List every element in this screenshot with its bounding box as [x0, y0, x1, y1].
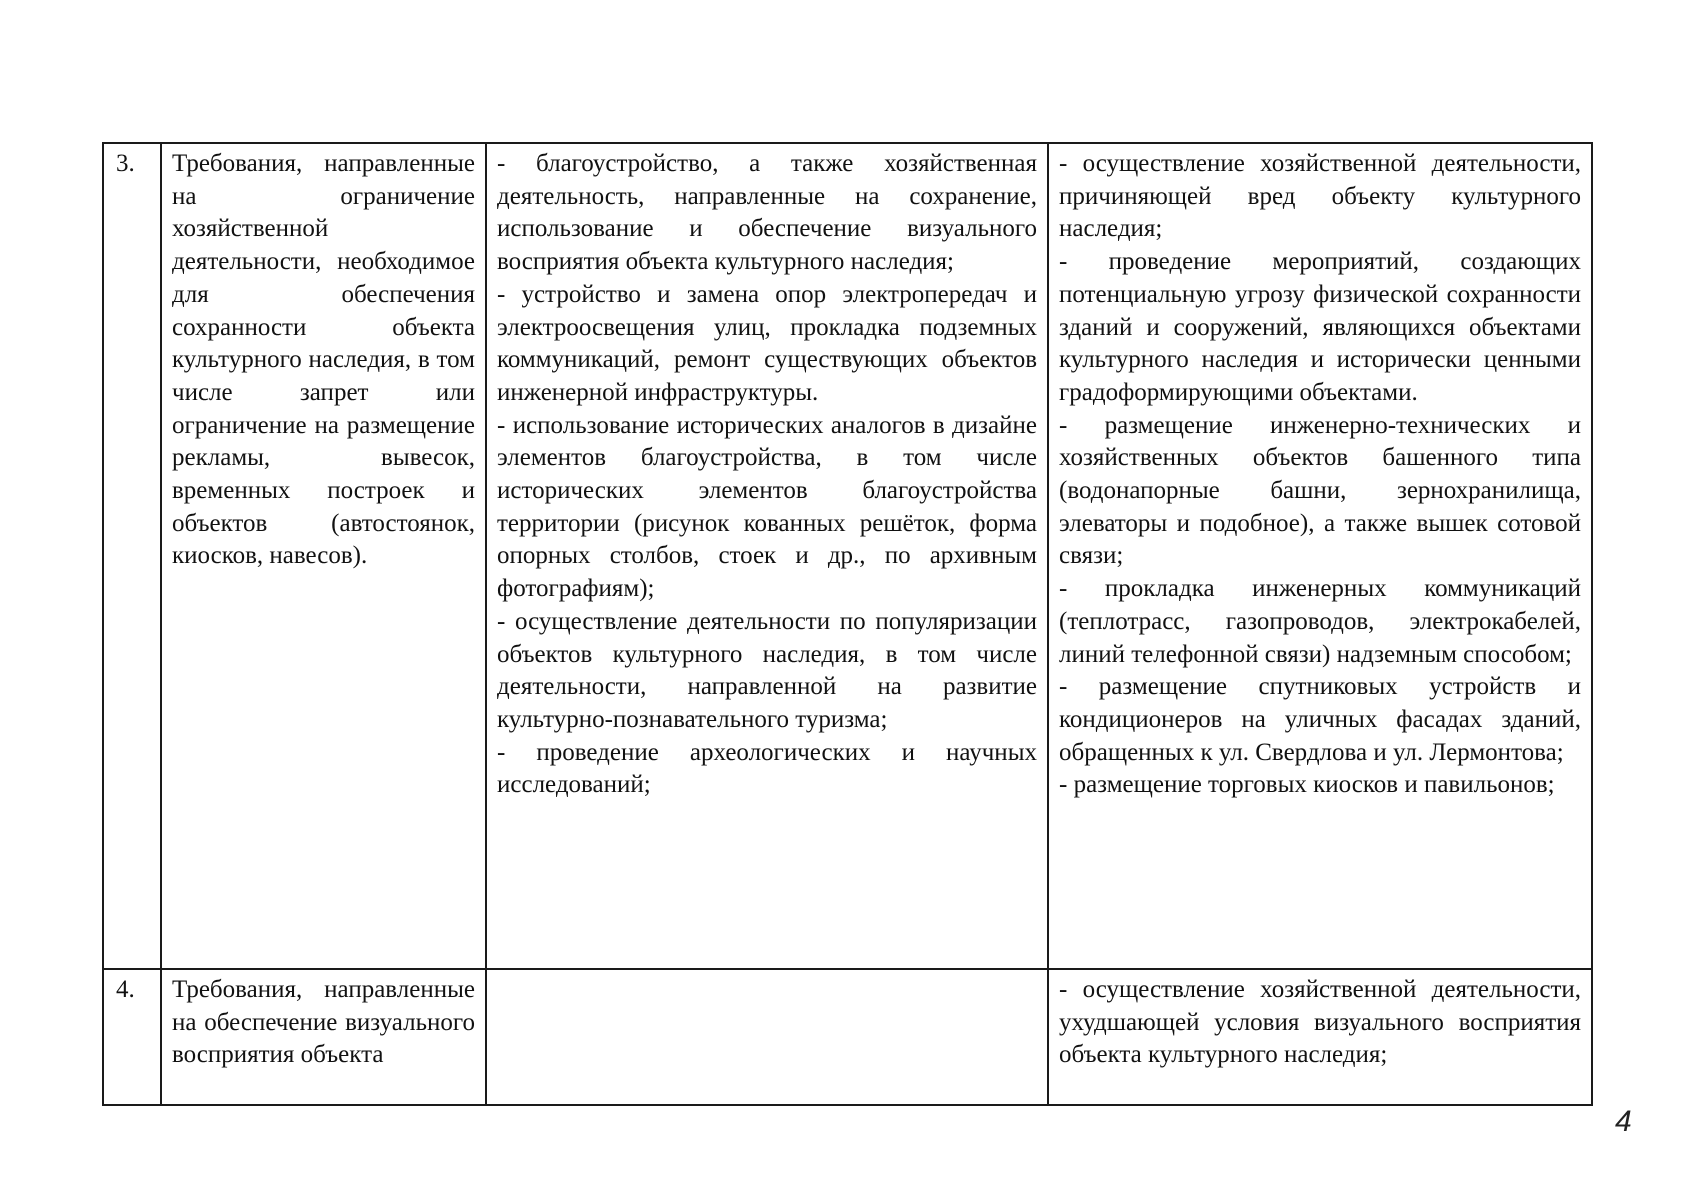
prohibited-activities-cell — [1048, 969, 1592, 1105]
list-item: - проведение мероприятий, создающих потенциальную угрозу физической сохранности зданий и сооружений, являющихся объектами культурного наследия и исторически ценными градоформирующими объектами. — [1059, 248, 1581, 406]
list-item: - проведение археологических и научных исследований; — [497, 738, 1037, 799]
list-item: - устройство и замена опор электропередач и электроосвещения улиц, прокладка подземных коммуникаций, ремонт существующих объектов инженерной инфраструктуры. — [497, 280, 1037, 406]
list-item: - размещение спутниковых устройств и кондиционеров на уличных фасадах зданий, обращенных к ул. Свердлова и ул. Лермонтова; — [1059, 673, 1581, 766]
list-item: - осуществление деятельности по популяризации объектов культурного наследия, в том числе деятельности, направленной на развитие культурно-познавательного туризма; — [497, 607, 1037, 733]
requirements-table — [102, 142, 1593, 1106]
requirement-cell: Требования, направленные на ограничение хозяйственной деятельности, необходимое для обеспечения сохранности объекта культурного наследия, в том числе запрет или ограничение на размещение рекламы, вывесок, временных построек и объектов (автостоянок, киосков, навесов). — [161, 143, 486, 969]
row-number: 3. — [103, 143, 161, 969]
page-number: 4 — [1615, 1105, 1632, 1138]
list-item: - благоустройство, а также хозяйственная деятельность, направленные на сохранение, использование и обеспечение визуального восприятия объекта культурного наследия; — [497, 150, 1037, 276]
list-item: - прокладка инженерных коммуникаций (теплотрасс, газопроводов, электрокабелей, линий телефонной связи) надземным способом; — [1059, 575, 1581, 668]
table-row — [103, 969, 1592, 1105]
allowed-activities-cell — [486, 969, 1048, 1105]
prohibited-activities-cell — [1048, 143, 1592, 969]
allowed-activities-cell — [486, 143, 1048, 969]
list-item: - осуществление хозяйственной деятельности, причиняющей вред объекту культурного наследия; — [1059, 150, 1581, 243]
list-item: - размещение торговых киосков и павильонов; — [1059, 771, 1555, 799]
list-item: - использование исторических аналогов в дизайне элементов благоустройства, в том числе исторических элементов благоустройства территории (рисунок кованных решёток, форма опорных столбов, стоек и др., по архивным фотографиям); — [497, 411, 1037, 603]
row-number: 4. — [103, 969, 161, 1105]
table-row — [103, 143, 1592, 969]
list-item: - осуществление хозяйственной деятельности, ухудшающей условия визуального восприятия объекта культурного наследия; — [1059, 976, 1581, 1069]
requirement-cell: Требования, направленные на обеспечение визуального восприятия объекта — [161, 969, 486, 1105]
list-item: - размещение инженерно-технических и хозяйственных объектов башенного типа (водонапорные башни, зернохранилища, элеваторы и подобное), а также вышек сотовой связи; — [1059, 411, 1581, 570]
